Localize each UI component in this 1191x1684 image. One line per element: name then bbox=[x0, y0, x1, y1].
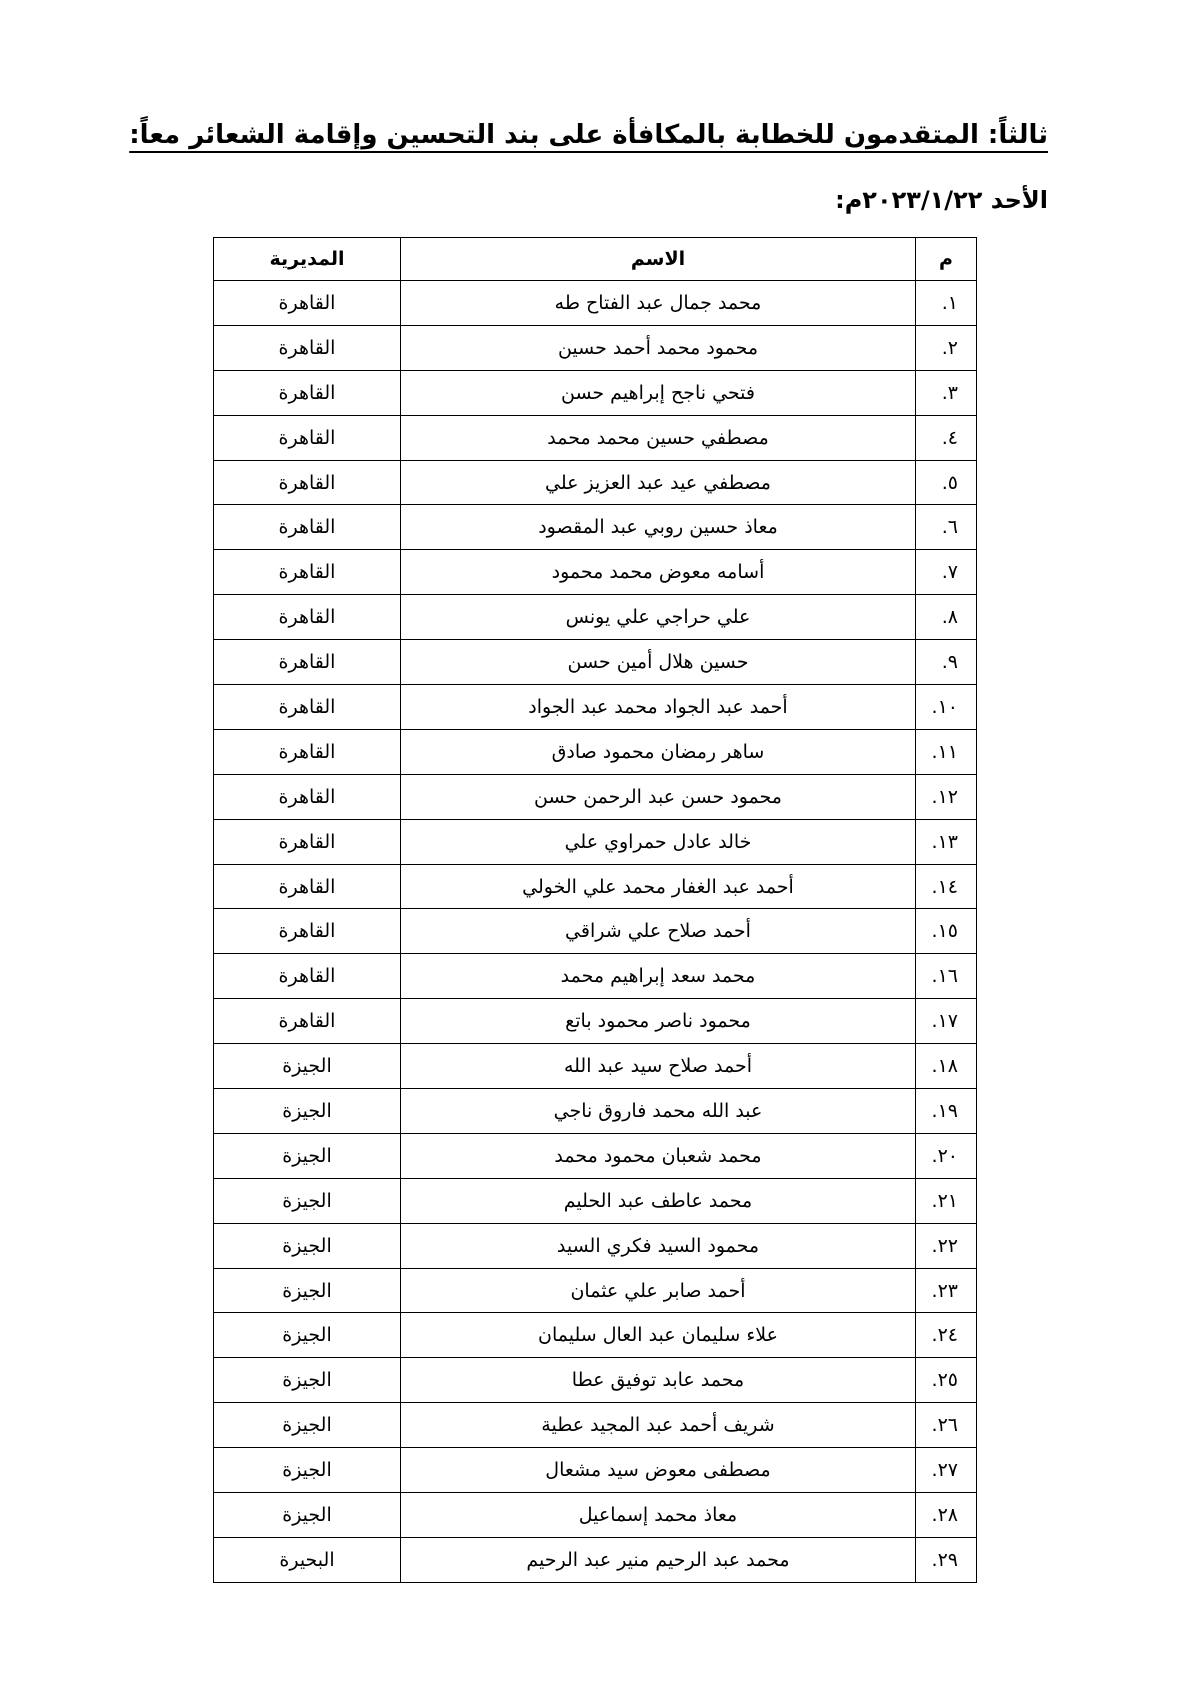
row-directorate: الجيزة bbox=[214, 1268, 401, 1313]
row-directorate: القاهرة bbox=[214, 729, 401, 774]
row-name: مصطفي حسين محمد محمد bbox=[401, 415, 916, 460]
row-name: علاء سليمان عبد العال سليمان bbox=[401, 1313, 916, 1358]
row-number: ٢٢. bbox=[916, 1223, 977, 1268]
row-name: محمد عاطف عبد الحليم bbox=[401, 1178, 916, 1223]
table-row bbox=[214, 1223, 977, 1268]
row-number: ١١. bbox=[916, 729, 977, 774]
speakers-table bbox=[213, 237, 977, 1583]
row-directorate: البحيرة bbox=[214, 1537, 401, 1582]
row-number: ٢٤. bbox=[916, 1313, 977, 1358]
row-directorate: الجيزة bbox=[214, 1089, 401, 1134]
row-directorate: الجيزة bbox=[214, 1178, 401, 1223]
row-directorate: الجيزة bbox=[214, 1044, 401, 1089]
table-row bbox=[214, 954, 977, 999]
row-directorate: القاهرة bbox=[214, 640, 401, 685]
table-row bbox=[214, 1358, 977, 1403]
row-number: ٤. bbox=[916, 415, 977, 460]
row-name: ساهر رمضان محمود صادق bbox=[401, 729, 916, 774]
row-number: ١٥. bbox=[916, 909, 977, 954]
row-directorate: القاهرة bbox=[214, 460, 401, 505]
table-row bbox=[214, 550, 977, 595]
row-number: ١. bbox=[916, 281, 977, 326]
row-number: ١٤. bbox=[916, 864, 977, 909]
row-number: ٢. bbox=[916, 325, 977, 370]
header-directorate: المديرية bbox=[214, 238, 401, 281]
row-name: علي حراجي علي يونس bbox=[401, 595, 916, 640]
table-row bbox=[214, 1178, 977, 1223]
table-row bbox=[214, 1133, 977, 1178]
table-row bbox=[214, 281, 977, 326]
row-name: محمد شعبان محمود محمد bbox=[401, 1133, 916, 1178]
row-name: أحمد صلاح علي شراقي bbox=[401, 909, 916, 954]
row-name: محمود السيد فكري السيد bbox=[401, 1223, 916, 1268]
table-row bbox=[214, 1089, 977, 1134]
table-row bbox=[214, 1403, 977, 1448]
table-row bbox=[214, 685, 977, 730]
table-row bbox=[214, 819, 977, 864]
row-name: أحمد عبد الجواد محمد عبد الجواد bbox=[401, 685, 916, 730]
row-number: ٩. bbox=[916, 640, 977, 685]
table-row bbox=[214, 1537, 977, 1582]
row-name: أحمد صابر علي عثمان bbox=[401, 1268, 916, 1313]
row-number: ١٨. bbox=[916, 1044, 977, 1089]
row-directorate: القاهرة bbox=[214, 281, 401, 326]
row-number: ٢٦. bbox=[916, 1403, 977, 1448]
table-row bbox=[214, 460, 977, 505]
row-number: ٦. bbox=[916, 505, 977, 550]
row-directorate: القاهرة bbox=[214, 954, 401, 999]
date-heading: الأحد ٢٠٢٣/١/٢٢م: bbox=[835, 186, 1048, 214]
row-directorate: الجيزة bbox=[214, 1403, 401, 1448]
row-directorate: القاهرة bbox=[214, 505, 401, 550]
row-number: ١٩. bbox=[916, 1089, 977, 1134]
table-row bbox=[214, 729, 977, 774]
table-row bbox=[214, 864, 977, 909]
row-number: ٧. bbox=[916, 550, 977, 595]
row-name: معاذ حسين روبي عبد المقصود bbox=[401, 505, 916, 550]
table-row bbox=[214, 774, 977, 819]
row-name: محمد عابد توفيق عطا bbox=[401, 1358, 916, 1403]
row-number: ٢٥. bbox=[916, 1358, 977, 1403]
row-directorate: القاهرة bbox=[214, 774, 401, 819]
row-directorate: القاهرة bbox=[214, 370, 401, 415]
row-name: محمود حسن عبد الرحمن حسن bbox=[401, 774, 916, 819]
row-number: ٢٩. bbox=[916, 1537, 977, 1582]
row-name: شريف أحمد عبد المجيد عطية bbox=[401, 1403, 916, 1448]
row-name: خالد عادل حمراوي علي bbox=[401, 819, 916, 864]
row-directorate: القاهرة bbox=[214, 325, 401, 370]
row-directorate: القاهرة bbox=[214, 595, 401, 640]
row-name: محمود ناصر محمود باتع bbox=[401, 999, 916, 1044]
table-row bbox=[214, 1448, 977, 1493]
row-name: محمد عبد الرحيم منير عبد الرحيم bbox=[401, 1537, 916, 1582]
row-directorate: الجيزة bbox=[214, 1358, 401, 1403]
row-name: حسين هلال أمين حسن bbox=[401, 640, 916, 685]
row-name: أحمد صلاح سيد عبد الله bbox=[401, 1044, 916, 1089]
row-number: ١٢. bbox=[916, 774, 977, 819]
row-number: ١٠. bbox=[916, 685, 977, 730]
row-directorate: الجيزة bbox=[214, 1133, 401, 1178]
row-number: ٢١. bbox=[916, 1178, 977, 1223]
table-row bbox=[214, 370, 977, 415]
row-directorate: القاهرة bbox=[214, 909, 401, 954]
row-directorate: القاهرة bbox=[214, 999, 401, 1044]
row-number: ١٧. bbox=[916, 999, 977, 1044]
row-name: محمد جمال عبد الفتاح طه bbox=[401, 281, 916, 326]
row-number: ٢٣. bbox=[916, 1268, 977, 1313]
row-name: أسامه معوض محمد محمود bbox=[401, 550, 916, 595]
row-number: ٢٧. bbox=[916, 1448, 977, 1493]
table-row bbox=[214, 415, 977, 460]
row-name: أحمد عبد الغفار محمد علي الخولي bbox=[401, 864, 916, 909]
row-number: ١٣. bbox=[916, 819, 977, 864]
row-directorate: الجيزة bbox=[214, 1448, 401, 1493]
row-number: ٥. bbox=[916, 460, 977, 505]
row-number: ١٦. bbox=[916, 954, 977, 999]
row-directorate: الجيزة bbox=[214, 1223, 401, 1268]
row-number: ٨. bbox=[916, 595, 977, 640]
table-row bbox=[214, 505, 977, 550]
row-number: ٣. bbox=[916, 370, 977, 415]
row-number: ٢٨. bbox=[916, 1493, 977, 1538]
table-row bbox=[214, 640, 977, 685]
row-directorate: الجيزة bbox=[214, 1313, 401, 1358]
row-directorate: القاهرة bbox=[214, 819, 401, 864]
row-name: معاذ محمد إسماعيل bbox=[401, 1493, 916, 1538]
row-directorate: القاهرة bbox=[214, 685, 401, 730]
header-name: الاسم bbox=[401, 238, 916, 281]
table-row bbox=[214, 325, 977, 370]
row-directorate: القاهرة bbox=[214, 550, 401, 595]
table-header-row bbox=[214, 238, 977, 281]
row-name: محمود محمد أحمد حسين bbox=[401, 325, 916, 370]
row-name: مصطفى معوض سيد مشعال bbox=[401, 1448, 916, 1493]
table-body bbox=[214, 281, 977, 1583]
table-row bbox=[214, 1313, 977, 1358]
row-name: عبد الله محمد فاروق ناجي bbox=[401, 1089, 916, 1134]
row-name: فتحي ناجح إبراهيم حسن bbox=[401, 370, 916, 415]
table-row bbox=[214, 1268, 977, 1313]
header-number: م bbox=[916, 238, 977, 281]
row-directorate: القاهرة bbox=[214, 415, 401, 460]
table-row bbox=[214, 1493, 977, 1538]
row-directorate: القاهرة bbox=[214, 864, 401, 909]
table-row bbox=[214, 999, 977, 1044]
row-name: محمد سعد إبراهيم محمد bbox=[401, 954, 916, 999]
section-heading: ثالثاً: المتقدمون للخطابة بالمكافأة على بند التحسين وإقامة الشعائر معاً: bbox=[129, 120, 1048, 150]
row-number: ٢٠. bbox=[916, 1133, 977, 1178]
row-name: مصطفي عيد عبد العزيز علي bbox=[401, 460, 916, 505]
table-row bbox=[214, 1044, 977, 1089]
table-row bbox=[214, 909, 977, 954]
row-directorate: الجيزة bbox=[214, 1493, 401, 1538]
table-row bbox=[214, 595, 977, 640]
